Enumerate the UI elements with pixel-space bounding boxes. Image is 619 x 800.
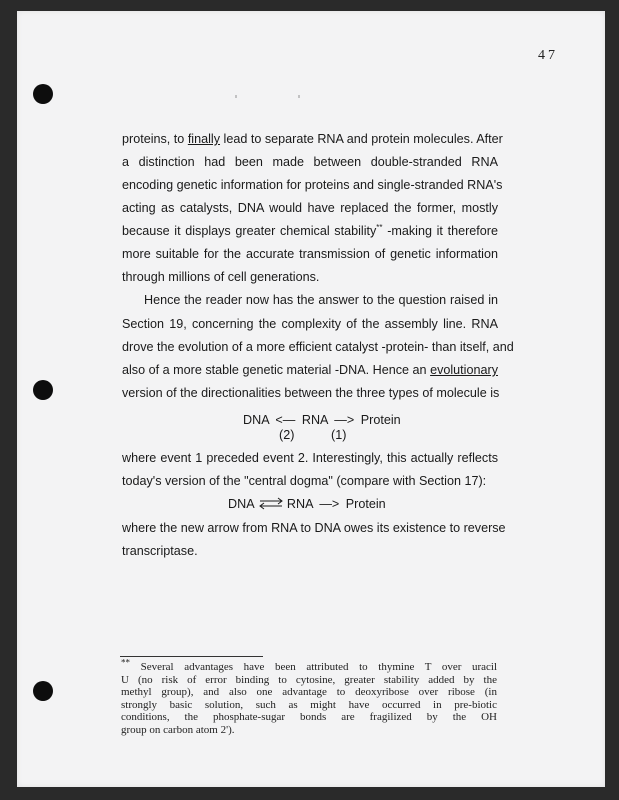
footnote-line (121, 657, 498, 674)
arrow-right: —> (334, 413, 355, 427)
text-run: because it displays greater chemical stability (122, 224, 377, 238)
event-label-2: (2) (279, 428, 295, 442)
footnote-line: strongly basic solution, such as might have occurred in pre-biotic (121, 698, 497, 711)
footnote-text: Several advantages have been attributed to thymine T over uracil (140, 661, 498, 673)
text-run: -making it therefore (382, 224, 498, 238)
footnote-line: conditions, the phosphate-sugar bonds are fragilized by the OH (121, 711, 497, 724)
equation-dna-rna-protein (243, 413, 401, 427)
eq-protein: Protein (345, 497, 386, 511)
body-line: today's version of the "central dogma" (compare with Section 17): (122, 474, 487, 488)
footnote-line: group on carbon atom 2'). (121, 723, 235, 736)
body-line (122, 363, 498, 377)
body-line: acting as catalysts, DNA would have replaced the former, mostly (122, 201, 498, 215)
footnote-line: U (no risk of error binding to cytosine, greater stability added by the (121, 673, 497, 686)
eq-rna: RNA (301, 413, 328, 427)
arrow-right: —> (319, 497, 340, 511)
text-run: proteins, to (122, 132, 188, 146)
eq-protein: Protein (360, 413, 401, 427)
body-line: Hence the reader now has the answer to the question raised in (144, 293, 498, 307)
body-line: where event 1 preceded event 2. Interestingly, this actually reflects (122, 451, 498, 465)
body-line: through millions of cell generations. (122, 270, 320, 284)
binder-hole-bottom (33, 681, 53, 701)
binder-hole-top (33, 84, 53, 104)
body-line: more suitable for the accurate transmission of genetic information (122, 247, 498, 261)
eq-dna: DNA (243, 413, 269, 427)
body-line: where the new arrow from RNA to DNA owes its existence to reverse (122, 521, 506, 535)
eq-dna: DNA (228, 497, 254, 511)
body-line: drove the evolution of a more efficient catalyst -protein- than itself, and (122, 340, 514, 354)
footnote (121, 657, 498, 737)
body-line: Section 19, concerning the complexity of the assembly line. RNA (122, 317, 498, 331)
event-label-1: (1) (331, 428, 347, 442)
body-line (122, 132, 503, 146)
page-number: 47 (538, 48, 558, 63)
footnote-rule (120, 656, 263, 657)
text-run: also of a more stable genetic material -DNA. Hence an (122, 363, 431, 377)
body-line: encoding genetic information for proteins and single-stranded RNA's (122, 178, 503, 192)
footnote-marker: ** (376, 222, 383, 232)
paper-speck (298, 95, 300, 98)
underlined-word: evolutionary (430, 363, 498, 377)
body-line: a distinction had been made between double-stranded RNA (122, 155, 498, 169)
arrow-left: <— (275, 413, 296, 427)
body-line: version of the directionalities between the three types of molecule is (122, 386, 500, 400)
underlined-word: finally (187, 132, 221, 146)
eq-rna: RNA (286, 497, 313, 511)
double-arrow-icon (257, 499, 283, 511)
footnote-marker: ** (121, 657, 130, 668)
paper-speck (235, 95, 237, 98)
text-run: lead to separate RNA and protein molecules. After (220, 132, 503, 146)
equation-central-dogma (228, 497, 386, 511)
footnote-line: methyl group), and also one advantage to deoxyribose over ribose (in (121, 686, 497, 699)
body-line: transcriptase. (122, 544, 198, 558)
body-line (122, 224, 498, 238)
binder-hole-middle (33, 380, 53, 400)
